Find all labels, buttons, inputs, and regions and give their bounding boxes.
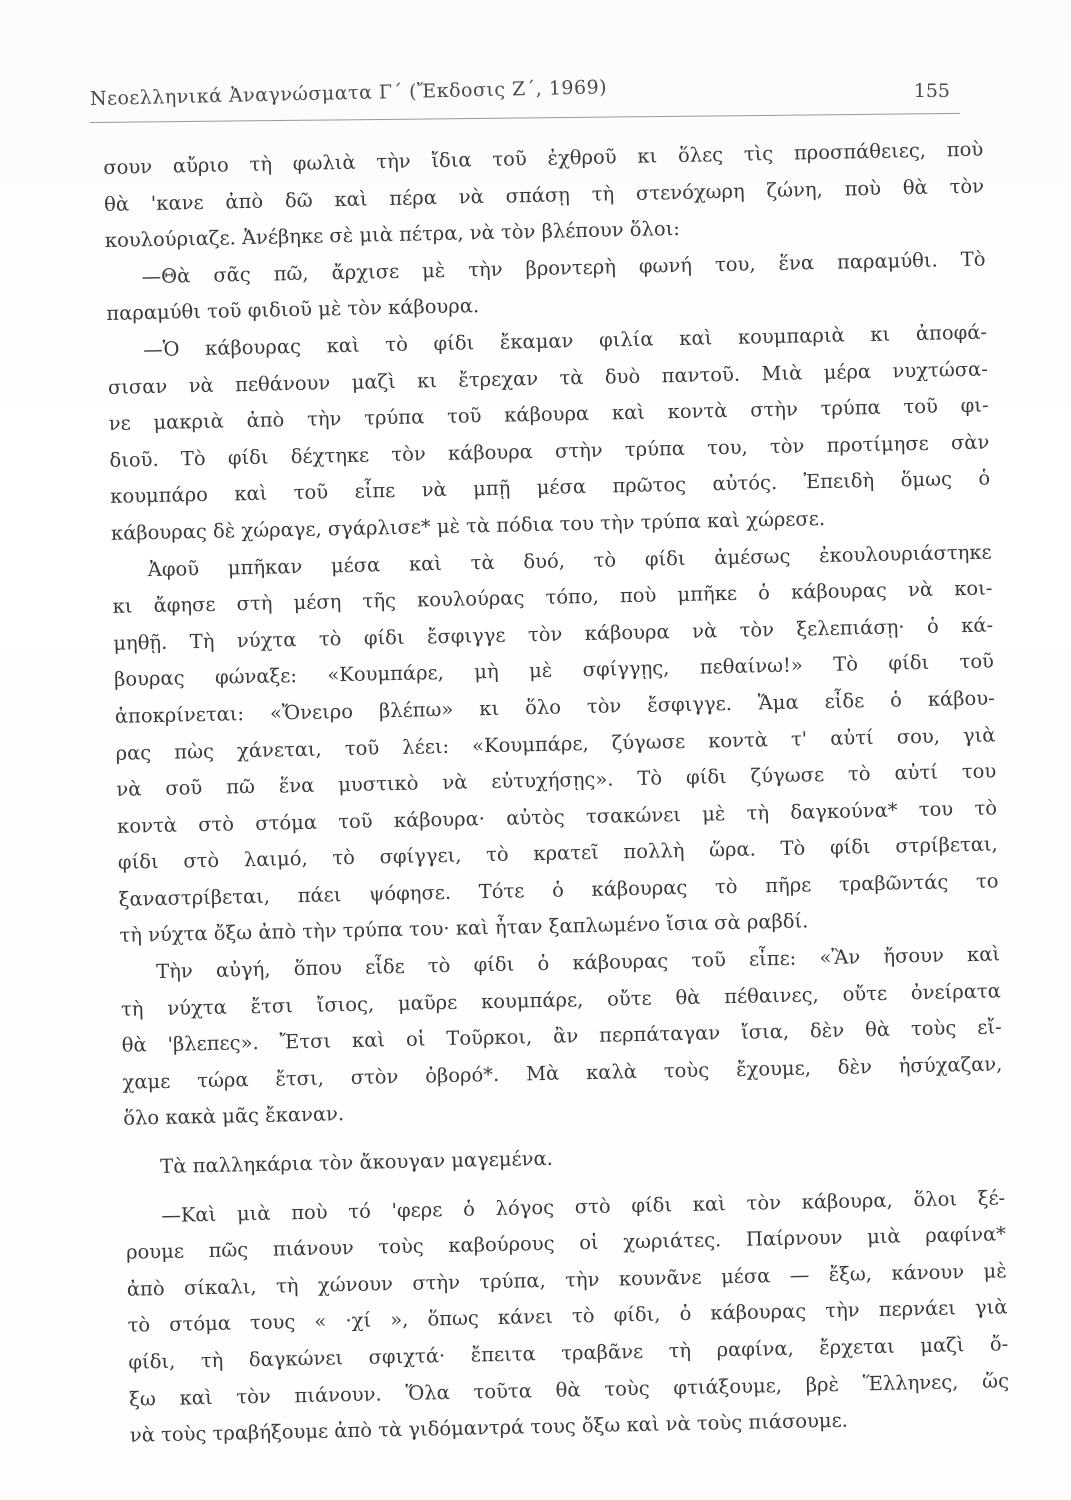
text-line: Τὴν αὐγή, ὅπου εἶδε τὸ φίδι ὁ κάβουρας τοῦ εἶπε: «Ἂν ἤσουν καὶ [155,942,1001,984]
text-line: —Ὁ κάβουρας καὶ τὸ φίδι ἔκαμαν φιλία καὶ κουμπαριὰ κι ἀποφά- [142,320,988,362]
text-line: τὴ νύχτα ὄξω ἀπὸ τὴν τρύπα του· καὶ ἦταν ξαπλωμένο ἴσια σὰ ραβδί. [119,909,809,948]
text-line: —Θὰ σᾶς πῶ, ἄρχισε μὲ τὴν βροντερὴ φωνή του, ἕνα παραμύθι. Τὸ [141,247,986,288]
text-line: θὰ 'βλεπες». Ἔτσι καὶ οἱ Τοῦρκοι, ἂν περπάταγαν ἴσια, δὲν θὰ τοὺς εἴ- [121,1015,1002,1058]
text-line: χαμε τώρα ἔτσι, στὸν ὀβορό*. Μὰ καλὰ τοὺς ἔχουμε, δὲν ἡσύχαζαν, [122,1052,1003,1094]
text-line: κουμπάρο καὶ τοῦ εἶπε νὰ μπῇ μέσα πρῶτος αὐτός. Ἐπειδὴ ὅμως ὁ [110,466,991,509]
text-line: νὰ τοὺς τραβήξουμε ἀπὸ τὰ γιδόμαντρά τους ὄξω καὶ νὰ τοὺς πιάσουμε. [129,1408,849,1447]
text-line: κι ἄφησε στὴ μέση τῆς κουλούρας τόπο, ποὺ μπῆκε ὁ κάβουρας νὰ κοι- [112,576,993,619]
text-line: φίδι στὸ λαιμό, τὸ σφίγγει, τὸ κρατεῖ πολλὴ ὥρα. Τὸ φίδι στρίβεται, [117,832,998,875]
body-text [103,132,1010,1455]
text-line: ξαναστρίβεται, πάει ψόφησε. Τότε ὁ κάβουρας τὸ πῆρε τραβῶντάς το [118,869,999,911]
text-line: νε μακριὰ ἀπὸ τὴν τρύπα τοῦ κάβουρα καὶ κοντὰ στὴν τρύπα τοῦ φι- [108,393,989,436]
text-line: βουρας φώναξε: «Κουμπάρε, μὴ μὲ σφίγγῃς, πεθαίνω!» Τὸ φίδι τοῦ [113,649,995,692]
text-line: θὰ 'κανε ἀπὸ δῶ καὶ πέρα νὰ σπάσῃ τὴ στενόχωρη ζώνη, ποὺ θὰ τὸν [103,174,985,216]
text-line: ρας πὼς χάνεται, τοῦ λέει: «Κουμπάρε, ζύγωσε κοντὰ τ' αὐτί σου, γιὰ [115,722,996,765]
text-line: ἀπὸ σίκαλι, τὴ χώνουν στὴν τρύπα, τὴν κουνᾶνε μέσα — ἔξω, κάνουν μὲ [126,1259,1007,1301]
paragraph [103,132,985,260]
text-line: Τὰ παλληκάρια τὸν ἄκουγαν μαγεμένα. [160,1146,554,1179]
text-line: ὅλο κακὰ μᾶς ἔκαναν. [123,1102,345,1131]
running-head: Νεοελληνικά Ἀναγνώσματα Γ΄ (Ἔκδοσις Ζ΄, 1969) [89,76,608,110]
text-line: τὴ νύχτα ἔτσι ἴσιος, μαῦρε κουμπάρε, οὔτε θὰ πέθαινες, οὔτε ὀνείρατα [120,979,1002,1021]
text-line: παραμύθι τοῦ φιδιοῦ μὲ τὸν κάβουρα. [106,294,480,326]
paragraph [125,1180,1010,1455]
page-number: 155 [913,80,950,102]
text-line: μηθῇ. Τὴ νύχτα τὸ φίδι ἔσφιγγε τὸν κάβουρα νὰ τὸν ξελεπιάσῃ· ὁ κά- [113,613,994,655]
text-line: ρουμε πῶς πιάνουν τοὺς καβούρους οἱ χωριάτες. Παίρνουν μιὰ ραφίνα* [125,1222,1007,1264]
text-line: Ἀφοῦ μπῆκαν μέσα καὶ τὰ δυό, τὸ φίδι ἀμέσως ἐκουλουριάστηκε [147,540,992,581]
text-line: φίδι, τὴ δαγκώνει σφιχτά· ἔπειτα τραβᾶνε τὴ ραφίνα, ἔρχεται μαζὶ ὄ- [128,1332,1009,1374]
paragraph [107,314,991,552]
paragraph [120,936,1004,1137]
text-line: σισαν νὰ πεθάνουν μαζὶ κι ἔτρεχαν τὰ δυὸ παντοῦ. Μιὰ μέρα νυχτώσα- [107,357,989,399]
text-line: τὸ στόμα τους « ·χί », ὅπως κάνει τὸ φίδι, ὁ κάβουρας τὴν περνάει γιὰ [127,1295,1008,1338]
text-line: —Καὶ μιὰ ποὺ τό 'φερε ὁ λόγος στὸ φίδι καὶ τὸν κάβουρα, ὅλοι ξέ- [161,1185,1006,1227]
text-line: κοντὰ στὸ στόμα τοῦ κάβουρα· αὐτὸς τσακώνει μὲ τὴ δαγκούνα* του τὸ [116,796,998,838]
text-line: σουν αὔριο τὴ φωλιὰ τὴν ἴδια τοῦ ἐχθροῦ κι ὅλες τὶς προσπάθειες, ποὺ [103,137,984,179]
text-line: κάβουρας δὲ χώραγε, σγάρλισε* μὲ τὰ πόδια του τὴν τρύπα καὶ χώρεσε. [110,506,826,545]
paragraph [111,534,999,955]
text-line: ξω καὶ τὸν πιάνουν. Ὅλα τοῦτα θὰ τοὺς φτιάξουμε, βρὲ Ἕλληνες, ὥς [128,1368,1010,1411]
text-line: διοῦ. Τὸ φίδι δέχτηκε τὸν κάβουρα στὴν τρύπα του, τὸν προτίμησε σὰν [109,430,990,472]
text-line: κουλούριαζε. Ἀνέβηκε σὲ μιὰ πέτρα, νὰ τὸν βλέπουν ὅλοι: [104,217,681,253]
text-line: νὰ σοῦ πῶ ἕνα μυστικὸ νὰ εὐτυχήσῃς». Τὸ φίδι ζύγωσε τὸ αὐτί του [116,759,997,801]
text-line: ἀποκρίνεται: «Ὄνειρο βλέπω» κι ὅλο τὸν ἔσφιγγε. Ἅμα εἶδε ὁ κάβου- [114,686,995,728]
